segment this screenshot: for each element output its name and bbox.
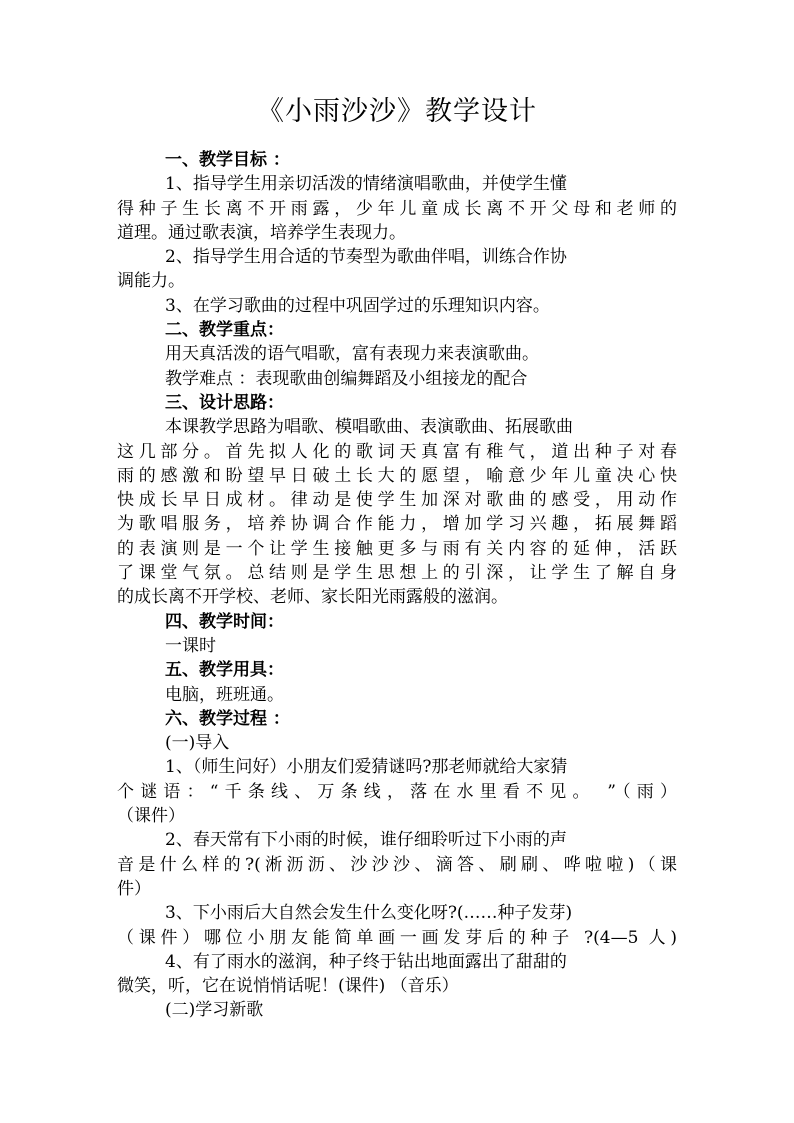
paragraph-line: 微笑，听，它在说悄悄话呢！(课件) （音乐） <box>117 976 459 997</box>
section-heading-key-points: 二、教学重点： <box>165 320 284 341</box>
section-heading-objectives: 一、教学目标 ： <box>165 150 290 170</box>
paragraph-line: 4、有了雨水的滋润，种子终于钻出地面露出了甜甜的 <box>165 951 567 972</box>
paragraph-line: 3、下小雨后大自然会发生什么变化呀?(……种子发芽) <box>165 903 573 924</box>
paragraph-line: 本课教学思路为唱歌、模唱歌曲、表演歌曲、拓展歌曲 <box>165 417 573 438</box>
paragraph-line: 音是什么样的?(淅沥沥、沙沙沙、滴答、刷刷、哗啦啦)（课 <box>117 854 677 875</box>
paragraph-line: 2、春天常有下小雨的时候，谁仔细聆听过下小雨的声 <box>165 830 567 851</box>
paragraph-line: 个谜语：“千条线、万条线，落在水里看不见。 ”（雨） <box>117 781 677 802</box>
section-heading-process: 六、教学过程 ： <box>165 708 290 729</box>
paragraph-line: 件） <box>117 878 151 899</box>
paragraph-line: 用天真活泼的语气唱歌，富有表现力来表演歌曲。 <box>165 344 539 365</box>
paragraph-line: 快成长早日成材。律动是使学生加深对歌曲的感受，用动作 <box>117 490 677 511</box>
paragraph-line: （课件）哪位小朋友能简单画一画发芽后的种子 ?(4—5 人) <box>117 927 677 948</box>
paragraph-line: 为歌唱服务，培养协调合作能力，增加学习兴趣，拓展舞蹈 <box>117 514 677 535</box>
paragraph-line: 教学难点 ：表现歌曲创编舞蹈及小组接龙的配合 <box>165 368 528 389</box>
paragraph-line: 3、在学习歌曲的过程中巩固学过的乐理知识内容。 <box>165 295 550 316</box>
section-heading-tools: 五、教学用具： <box>165 660 284 681</box>
paragraph-line: 1、（师生问好）小朋友们爱猜谜吗?那老师就给大家猜 <box>165 757 568 778</box>
paragraph-line: 得种子生长离不开雨露，少年儿童成长离不开父母和老师的 <box>117 198 677 219</box>
paragraph-line: 1、指导学生用亲切活泼的情绪演唱歌曲，并使学生懂 <box>165 174 567 195</box>
paragraph-line: 这几部分。首先拟人化的歌词天真富有稚气，道出种子对春 <box>117 441 677 462</box>
paragraph-line: 调能力。 <box>117 271 185 292</box>
paragraph-line: 电脑，班班通。 <box>165 684 284 705</box>
section-heading-time: 四、教学时间： <box>165 611 284 632</box>
paragraph-line: 的表演则是一个让学生接触更多与雨有关内容的延伸，活跃 <box>117 538 677 559</box>
paragraph-line: 道理。通过歌表演，培养学生表现力。 <box>117 222 406 243</box>
paragraph-line: （课件） <box>117 806 185 827</box>
section-heading-design: 三、设计思路： <box>165 392 284 413</box>
paragraph-line: 了课堂气氛。总结则是学生思想上的引深，让学生了解自身 <box>117 563 677 584</box>
paragraph-line: 一课时 <box>165 635 216 656</box>
subsection-heading: (二)学习新歌 <box>165 1000 264 1021</box>
paragraph-line: 雨的感激和盼望早日破土长大的愿望，喻意少年儿童决心快 <box>117 465 677 486</box>
paragraph-line: 2、指导学生用合适的节奏型为歌曲伴唱，训练合作协 <box>165 247 567 268</box>
document-title: 《小雨沙沙》教学设计 <box>257 96 537 127</box>
paragraph-line: 的成长离不开学校、老师、家长阳光雨露般的滋润。 <box>117 587 508 608</box>
document-body <box>117 148 677 1023</box>
subsection-heading: (一)导入 <box>165 733 230 754</box>
